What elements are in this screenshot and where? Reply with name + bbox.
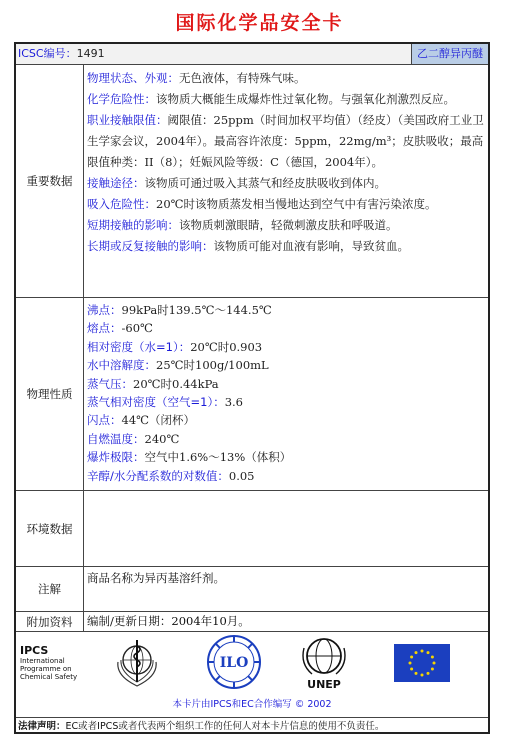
chemical-safety-card: [14, 42, 490, 734]
important-row: 吸入危险性：20℃时该物质蒸发相当慢地达到空气中有害污染浓度。: [87, 197, 437, 211]
property-row: 沸点：99kPa时139.5℃～144.5℃: [87, 303, 272, 317]
property-row: 蒸气相对密度（空气=1）：3.6: [87, 395, 243, 410]
property-row: 闪点：44℃（闭杯）: [87, 413, 195, 428]
property-row: 水中溶解度：25℃时100g/100mL: [87, 358, 269, 373]
important-row: 短期接触的影响：该物质刺激眼睛，轻微刺激皮肤和呼吸道。: [87, 218, 398, 232]
svg-text:UNEP: UNEP: [307, 678, 341, 691]
icsc-number: 1491: [76, 47, 105, 60]
environmental-data-body: [85, 491, 488, 566]
notes-body: 商品名称为异丙基溶纤剂。: [87, 571, 225, 585]
important-row: 长期或反复接触的影响：该物质可能对血液有影响，导致贫血。: [87, 239, 409, 253]
legal-notice: 法律声明：EC或者IPCS或者代表两个组织工作的任何人对本卡片信息的使用不负责任。: [18, 721, 385, 732]
appendix-section: [16, 612, 488, 632]
property-row: 爆炸极限：空气中1.6%～13%（体积）: [87, 450, 292, 465]
unep-emblem-icon: [298, 634, 350, 692]
important-row: 化学危险性：该物质大概能生成爆炸性过氧化物。与强氧化剂激烈反应。: [87, 92, 455, 106]
credit-line: 本卡片由IPCS和EC合作编写 © 2002: [172, 699, 332, 710]
eu-flag-icon: [394, 644, 450, 682]
ipcs-logo: IPCS International Programme on Chemical Safety: [20, 644, 78, 681]
icsc-number-field: [16, 44, 411, 65]
physical-properties-section: [16, 298, 488, 491]
environmental-data-label: 环境数据: [16, 491, 84, 566]
physical-properties-body: [85, 298, 488, 490]
property-row: 辛醇/水分配系数的对数值：0.05: [87, 468, 255, 483]
icsc-label: ICSC编号：: [18, 47, 77, 60]
appendix-label: 附加资料: [16, 612, 84, 631]
logo-strip: [16, 632, 488, 718]
important-row: 物理状态、外观：无色液体，有特殊气味。: [87, 71, 306, 85]
ilo-emblem-icon: [206, 634, 262, 690]
chemical-name: 乙二醇异丙醚: [411, 44, 488, 65]
notes-label: 注解: [16, 567, 84, 611]
important-row: 接触途径：该物质可通过吸入其蒸气和经皮肤吸收到体内。: [87, 176, 386, 190]
property-row: 相对密度（水=1）：20℃时0.903: [87, 339, 263, 354]
card-title: 国际化学品安全卡: [175, 12, 344, 34]
who-emblem-icon: [112, 636, 162, 688]
appendix-body: 编制/更新日期：2004年10月。: [87, 614, 250, 628]
important-data-body: [85, 65, 488, 297]
environmental-data-section: [16, 491, 488, 567]
property-row: 蒸气压：20℃时0.44kPa: [87, 376, 219, 391]
svg-text:ILO: ILO: [219, 655, 249, 671]
important-row: 职业接触限值：阈限值：25ppm（时间加权平均值）（经皮）（美国政府工业卫生学家会议，2004年）。最高容许浓度：5ppm，22mg/m³；皮肤吸收；最高限值种类：II（8）；妊娠风险等级：C（德国，2004年）。: [87, 113, 484, 169]
important-data-label: 重要数据: [16, 65, 84, 297]
property-row: 自燃温度：240℃: [87, 431, 180, 446]
property-row: 熔点：-60℃: [87, 321, 153, 336]
physical-properties-label: 物理性质: [16, 298, 84, 490]
important-data-section: [16, 65, 488, 298]
notes-section: [16, 567, 488, 612]
